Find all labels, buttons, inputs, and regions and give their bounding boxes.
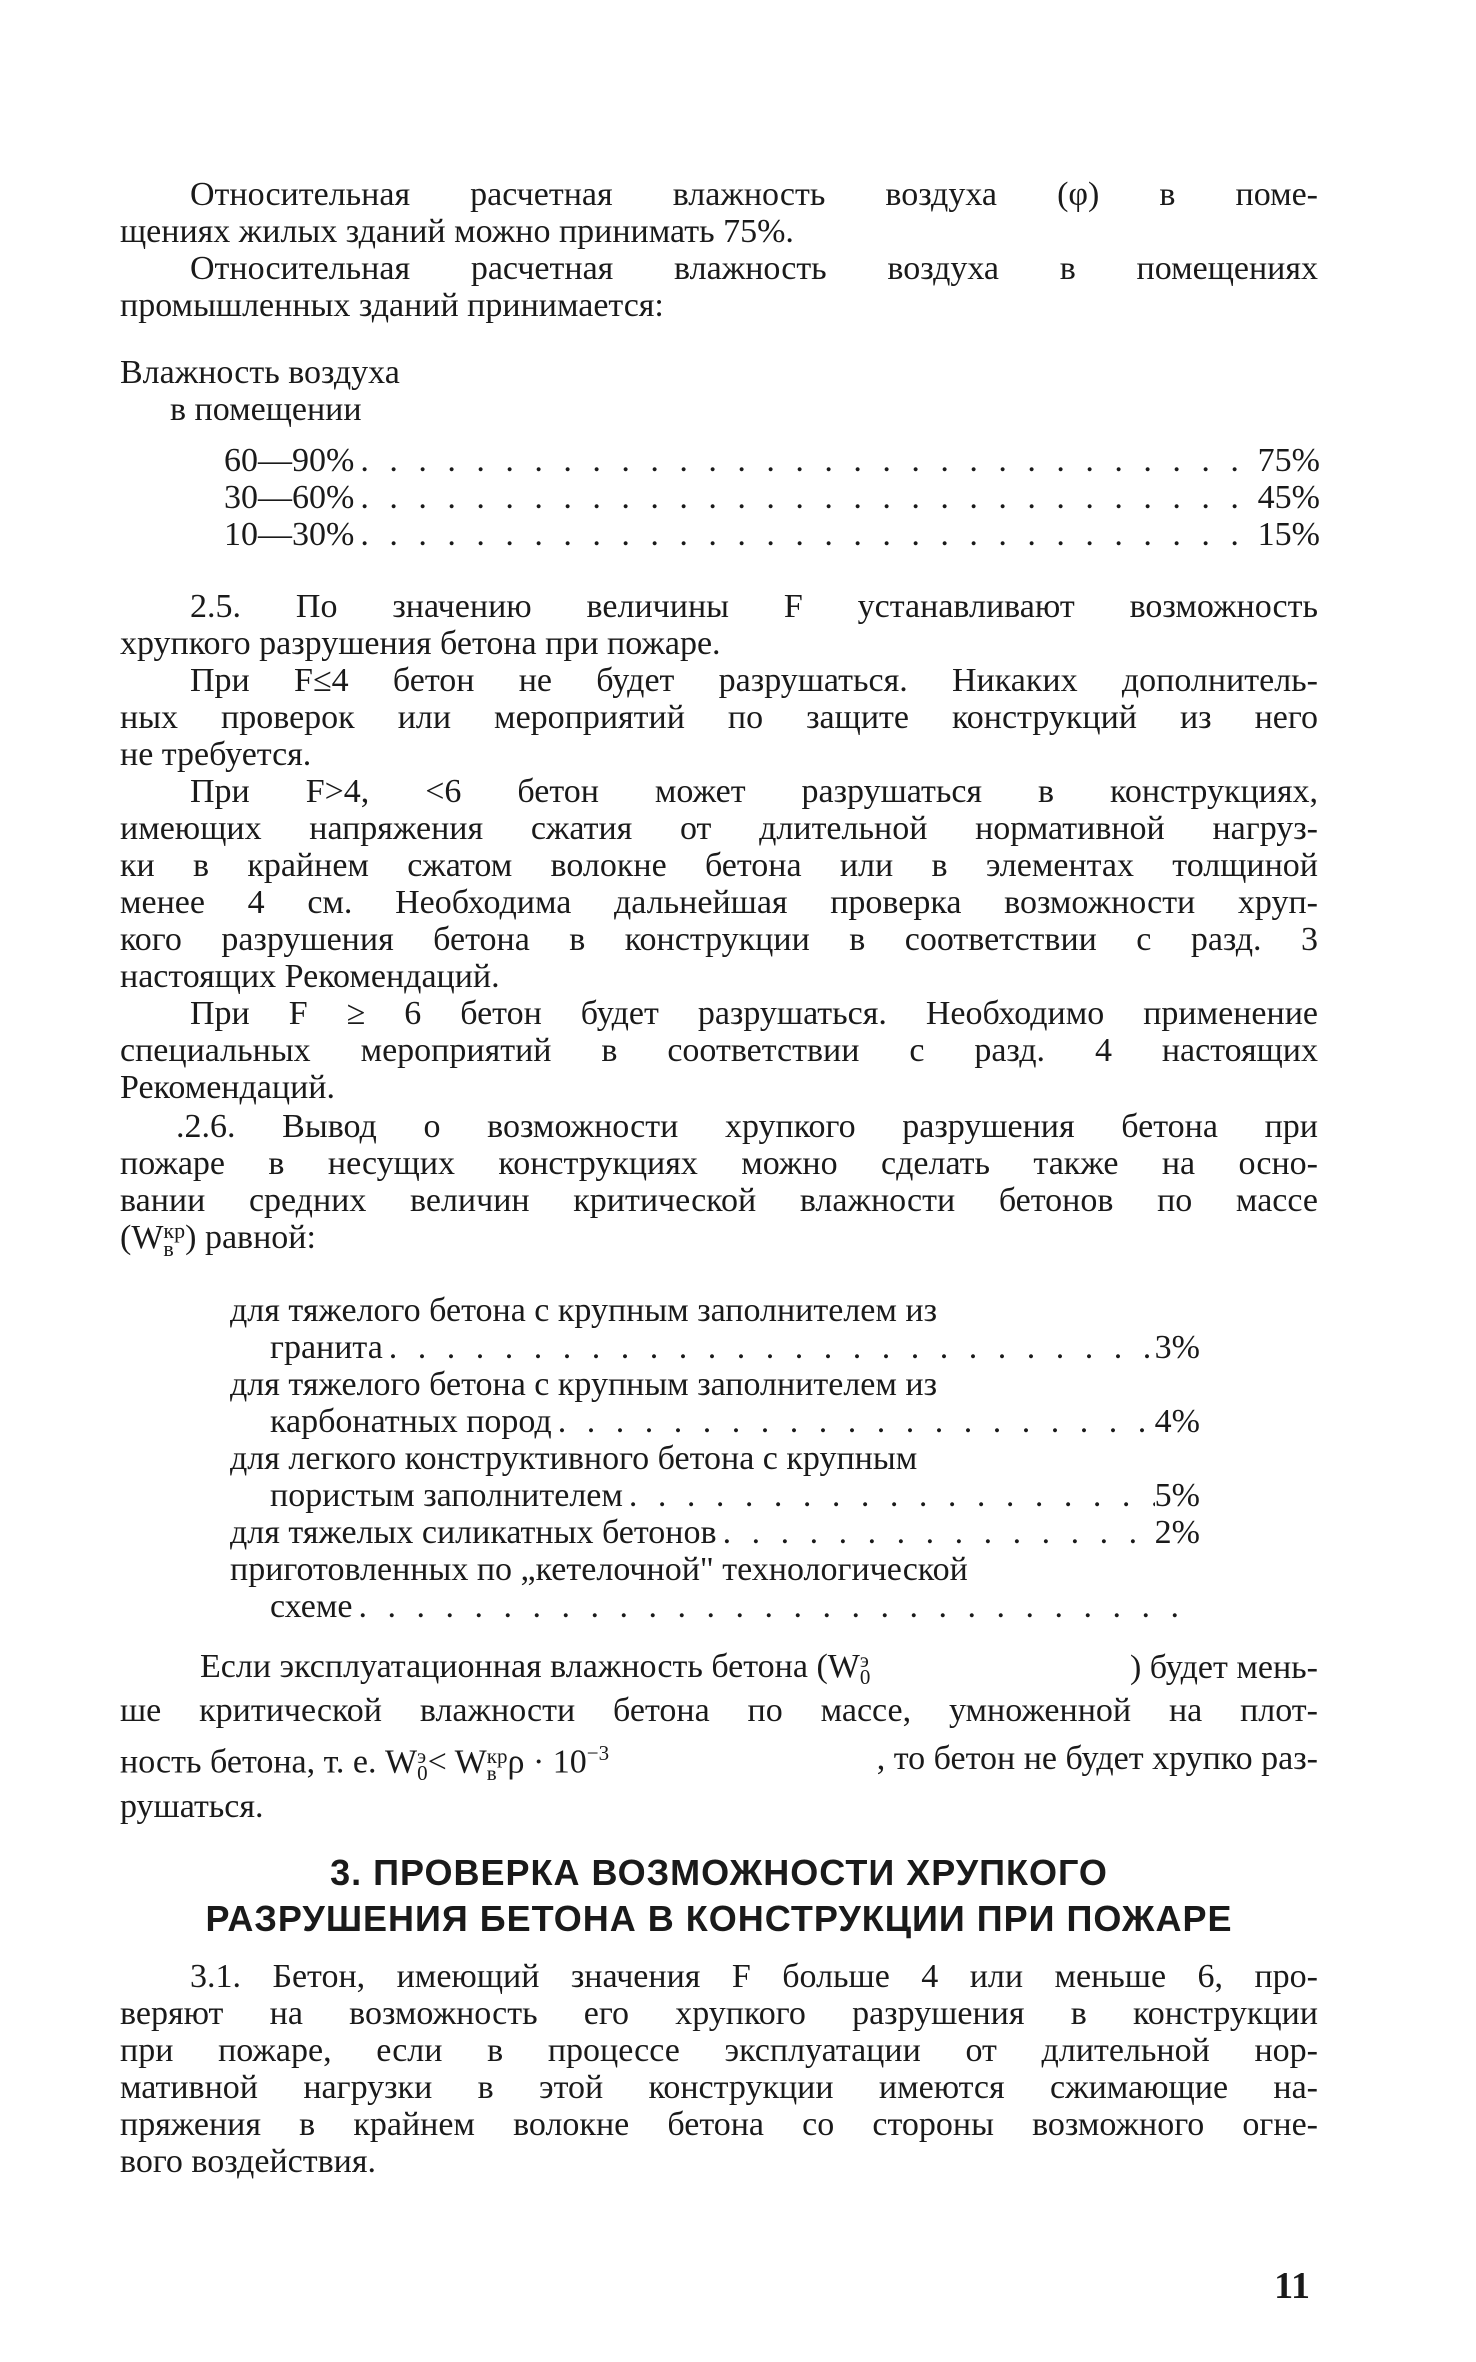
humidity-value: 15% bbox=[1257, 516, 1320, 553]
paragraph-2-6 bbox=[120, 1108, 1318, 1262]
text-line: кого разрушения бетона в конструкции в соответствии с разд. 3 bbox=[120, 921, 1318, 958]
superscript: э bbox=[859, 1648, 869, 1673]
leader-dots bbox=[354, 479, 1257, 516]
sub-sup-group bbox=[859, 1648, 871, 1690]
leader-dots bbox=[717, 1514, 1155, 1551]
sub-sup-group bbox=[163, 1218, 186, 1262]
list-item-text: для тяжелого бетона с крупным заполнителем из bbox=[230, 1366, 938, 1403]
superscript: кр bbox=[486, 1743, 508, 1768]
text-line: мативной нагрузки в этой конструкции имеются сжимающие на- bbox=[120, 2069, 1318, 2106]
list-item-text: пористым заполнителем bbox=[270, 1477, 623, 1514]
text-line: 2.5. По значению величины F устанавливают возможность bbox=[190, 588, 1318, 625]
humidity-range: 10—30% bbox=[224, 516, 355, 553]
list-item-text: приготовленных по „кетелочной" технологической bbox=[230, 1551, 968, 1588]
list-item-text: карбонатных пород bbox=[270, 1403, 552, 1440]
page-number: 11 bbox=[1274, 2265, 1310, 2307]
text-line: ных проверок или мероприятий по защите конструкций из него bbox=[120, 699, 1318, 736]
list-item-value: 4% bbox=[1154, 1403, 1200, 1440]
list-item bbox=[230, 1366, 1200, 1440]
text-line: вании средних величин критической влажности бетонов по массе bbox=[120, 1182, 1318, 1219]
humidity-value: 75% bbox=[1257, 442, 1320, 479]
text-line: При F>4, <6 бетон может разрушаться в конструкциях, bbox=[190, 773, 1318, 810]
text-fragment: < W bbox=[427, 1743, 487, 1781]
list-item-value: 5% bbox=[1154, 1477, 1200, 1514]
paragraph-2-4 bbox=[120, 176, 1318, 324]
list-item-text: для тяжелых силикатных бетонов bbox=[230, 1514, 717, 1551]
text-line: рушаться. bbox=[120, 1787, 264, 1825]
text-fragment: ρ · 10 bbox=[507, 1743, 587, 1781]
humidity-value: 45% bbox=[1257, 479, 1320, 516]
text-line: веряют на возможность его хрупкого разрушения в конструкции bbox=[120, 1995, 1318, 2032]
heading-line: 3. ПРОВЕРКА ВОЗМОЖНОСТИ ХРУПКОГО bbox=[330, 1852, 1108, 1893]
list-item bbox=[230, 1514, 1200, 1551]
text-line: специальных мероприятий в соответствии с разд. 4 настоящих bbox=[120, 1032, 1318, 1069]
sub-sup-group bbox=[486, 1743, 508, 1785]
section-3-heading bbox=[120, 1850, 1318, 1942]
humidity-row bbox=[224, 516, 1320, 553]
text-line: ки в крайнем сжатом волокне бетона или в элементах толщиной bbox=[120, 847, 1318, 884]
text-line bbox=[120, 1735, 1318, 1785]
leader-dots bbox=[552, 1403, 1155, 1440]
superscript: кр bbox=[163, 1218, 186, 1244]
paragraph-3-1 bbox=[120, 1958, 1318, 2180]
list-item bbox=[230, 1440, 1200, 1514]
paragraph-2-5 bbox=[120, 588, 1318, 1106]
text-line: Относительная расчетная влажность воздуха в помещениях bbox=[190, 250, 1318, 287]
text-line: имеющих напряжения сжатия от длительной нормативной нагруз- bbox=[120, 810, 1318, 847]
list-item bbox=[230, 1292, 1200, 1366]
humidity-header: Влажность воздуха bbox=[120, 354, 400, 391]
critical-moisture-list bbox=[230, 1292, 1200, 1625]
text-fragment: Если эксплуатационная влажность бетона (W bbox=[200, 1648, 860, 1685]
text-line: Рекомендаций. bbox=[120, 1069, 335, 1106]
humidity-row bbox=[224, 479, 1320, 516]
list-item-value: 2% bbox=[1154, 1514, 1200, 1551]
text-line: ше критической влажности бетона по массе, умноженной на плот- bbox=[120, 1692, 1318, 1730]
text-line bbox=[120, 1648, 1318, 1690]
text-line: не требуется. bbox=[120, 736, 312, 773]
text-line: При F ≥ 6 бетон будет разрушаться. Необходимо применение bbox=[190, 995, 1318, 1032]
text-line: настоящих Рекомендаций. bbox=[120, 958, 500, 995]
list-item-value: 3% bbox=[1154, 1329, 1200, 1366]
subscript: 0 bbox=[417, 1760, 428, 1785]
text-fragment: ность бетона, т. е. W bbox=[120, 1743, 418, 1781]
leader-dots bbox=[354, 442, 1257, 479]
humidity-range: 30—60% bbox=[224, 479, 355, 516]
heading-line: РАЗРУШЕНИЯ БЕТОНА В КОНСТРУКЦИИ ПРИ ПОЖАРЕ bbox=[205, 1898, 1233, 1939]
text-line: .2.6. Вывод о возможности хрупкого разрушения бетона при bbox=[176, 1108, 1318, 1145]
leader-dots bbox=[354, 516, 1257, 553]
text-line: пряжения в крайнем волокне бетона со стороны возможного огне- bbox=[120, 2106, 1318, 2143]
text-line: Относительная расчетная влажность воздуха (φ) в поме- bbox=[190, 176, 1318, 213]
leader-dots bbox=[353, 1588, 1201, 1625]
text-fragment: ) равной: bbox=[185, 1219, 316, 1256]
list-item-text: схеме bbox=[270, 1588, 353, 1625]
leader-dots bbox=[623, 1477, 1155, 1514]
list-item-text: для легкого конструктивного бетона с крупным bbox=[230, 1440, 918, 1477]
superscript: −3 bbox=[586, 1741, 610, 1766]
text-fragment: ) будет мень- bbox=[1129, 1648, 1318, 1686]
humidity-row bbox=[224, 442, 1320, 479]
text-line: менее 4 см. Необходима дальнейшая проверка возможности хруп- bbox=[120, 884, 1318, 921]
subscript: 0 bbox=[859, 1665, 871, 1690]
list-item-text: гранита bbox=[270, 1329, 383, 1366]
subscript: в bbox=[486, 1760, 497, 1785]
paragraph-exploitation bbox=[120, 1648, 1318, 1825]
text-line: 3.1. Бетон, имеющий значения F больше 4 или меньше 6, про- bbox=[190, 1958, 1318, 1995]
text-line: хрупкого разрушения бетона при пожаре. bbox=[120, 625, 721, 662]
humidity-range: 60—90% bbox=[224, 442, 355, 479]
list-item-text: для тяжелого бетона с крупным заполнителем из bbox=[230, 1292, 938, 1329]
text-line: щениях жилых зданий можно принимать 75%. bbox=[120, 213, 794, 250]
text-line: пожаре в несущих конструкциях можно сделать также на осно- bbox=[120, 1145, 1318, 1182]
text-line: промышленных зданий принимается: bbox=[120, 287, 664, 324]
subscript: в bbox=[163, 1236, 174, 1262]
sub-sup-group bbox=[417, 1743, 428, 1785]
text-line: вого воздействия. bbox=[120, 2143, 376, 2180]
humidity-header: в помещении bbox=[170, 391, 362, 428]
text-line: При F≤4 бетон не будет разрушаться. Никаких дополнитель- bbox=[190, 662, 1318, 699]
superscript: э bbox=[417, 1743, 427, 1768]
text-line bbox=[120, 1218, 1318, 1262]
list-item bbox=[230, 1551, 1200, 1625]
text-fragment: , то бетон не будет хрупко раз- bbox=[876, 1739, 1318, 1777]
humidity-table bbox=[120, 354, 1318, 553]
symbol-w: (W bbox=[120, 1219, 164, 1256]
text-line: при пожаре, если в процессе эксплуатации от длительной нор- bbox=[120, 2032, 1318, 2069]
leader-dots bbox=[383, 1329, 1155, 1366]
